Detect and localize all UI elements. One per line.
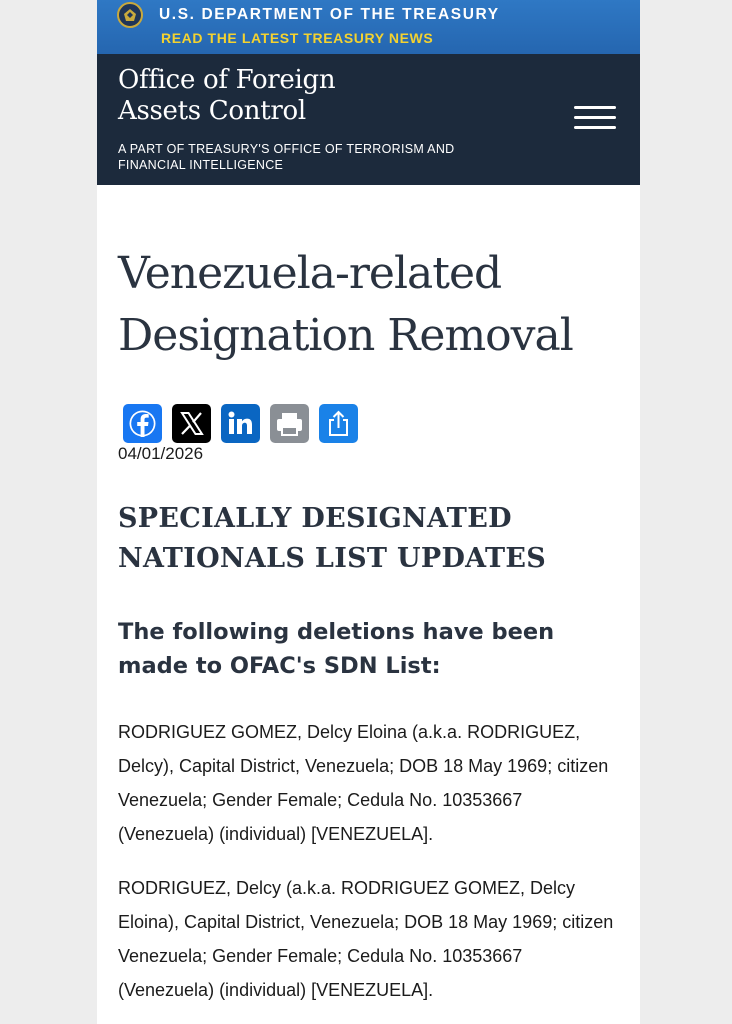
sdn-entry: RODRIGUEZ, Delcy (a.k.a. RODRIGUEZ GOMEZ, Delcy Eloina), Capital District, Venezuela; DOB 18 May 1969; citizen Venezuela; Gender Female; Cedula No. 10353667 (Venezuela) (individual) [VENEZUELA]. <box>118 878 614 1000</box>
treasury-news-link[interactable]: READ THE LATEST TREASURY NEWS <box>161 30 434 46</box>
hamburger-menu-icon[interactable] <box>571 100 619 136</box>
facebook-icon <box>123 404 162 443</box>
share-icon <box>319 404 358 443</box>
deletions-subheading: The following deletions have been made to OFAC's SDN List: <box>118 619 555 679</box>
section-heading: SPECIALLY DESIGNATED NATIONALS LIST UPDATES <box>118 503 547 574</box>
x-share-button[interactable] <box>172 404 211 443</box>
page <box>97 0 640 1024</box>
publish-date: 04/01/2026 <box>118 444 204 463</box>
linkedin-icon <box>221 404 260 443</box>
treasury-seal-icon <box>117 2 143 28</box>
linkedin-share-button[interactable] <box>221 404 260 443</box>
print-button[interactable] <box>270 404 309 443</box>
site-subtitle: A PART OF TREASURY'S OFFICE OF TERRORISM AND FINANCIAL INTELLIGENCE <box>118 142 455 172</box>
site-header <box>97 54 640 185</box>
print-icon <box>270 404 309 443</box>
sdn-entry: RODRIGUEZ GOMEZ, Delcy Eloina (a.k.a. RODRIGUEZ, Delcy), Capital District, Venezuela; DOB 18 May 1969; citizen Venezuela; Gender Female; Cedula No. 10353667 (Venezuela) (individual) [VENEZUELA]. <box>118 722 609 844</box>
treasury-banner[interactable] <box>97 0 640 54</box>
site-title[interactable]: Office of Foreign Assets Control <box>118 65 336 126</box>
facebook-share-button[interactable] <box>123 404 162 443</box>
share-button[interactable] <box>319 404 358 443</box>
x-icon <box>172 404 211 443</box>
department-name[interactable]: U.S. DEPARTMENT OF THE TREASURY <box>159 6 500 23</box>
page-title: Venezuela-related Designation Removal <box>118 248 573 361</box>
